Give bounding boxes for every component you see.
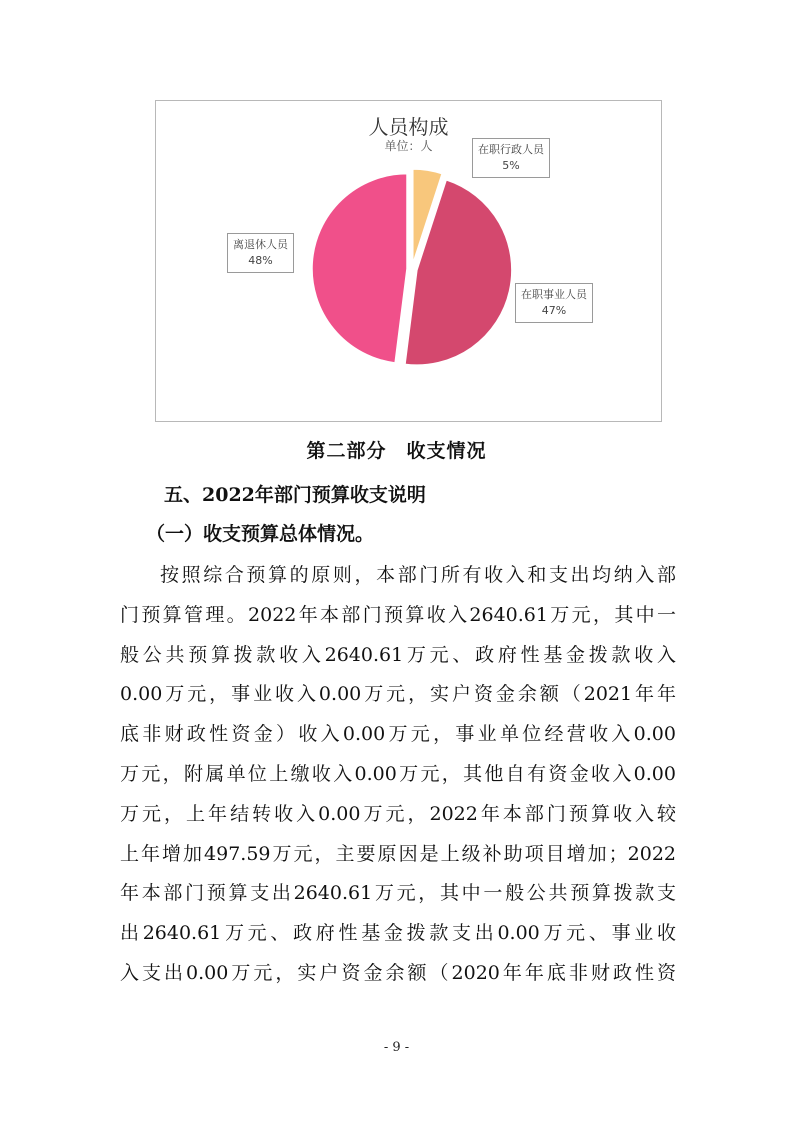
paragraph-line: 0.00万元，事业收入0.00万元，实户资金余额（2021年年 [120, 683, 676, 706]
callout-admin-staff [472, 138, 550, 178]
callout-retired-staff [227, 233, 294, 273]
callout-label: 在职行政人员 [478, 143, 544, 156]
callout-label: 在职事业人员 [521, 288, 587, 301]
paragraph-line: 入支出0.00万元，实户资金余额（2020年年底非财政性资 [120, 961, 676, 984]
paragraph-line: 按照综合预算的原则，本部门所有收入和支出均纳入部 [160, 564, 676, 586]
paragraph-line: 般公共预算拨款收入2640.61万元、政府性基金拨款收入 [120, 643, 676, 666]
page-number: - 9 - [383, 1040, 410, 1055]
paragraph-line: 万元，附属单位上缴收入0.00万元，其他自有资金收入0.00 [120, 762, 676, 785]
callout-percent: 47% [541, 304, 567, 317]
paragraph-line: 出2640.61万元、政府性基金拨款支出0.00万元、事业收 [120, 922, 676, 945]
callout-percent: 5% [502, 159, 520, 172]
paragraph-line: 年本部门预算支出2640.61万元，其中一般公共预算拨款支 [120, 882, 676, 905]
heading-level-2: （一）收支预算总体情况。 [146, 523, 375, 545]
paragraph-line: 上年增加497.59万元，主要原因是上级补助项目增加；2022 [120, 842, 676, 865]
callout-label: 离退休人员 [233, 238, 288, 251]
chart-title: 人员构成 [368, 115, 449, 139]
paragraph-line: 门预算管理。2022年本部门预算收入2640.61万元，其中一 [120, 603, 676, 626]
callout-institution-staff [515, 283, 593, 323]
pie-slice-retired-staff [312, 174, 407, 363]
paragraph-line: 底非财政性资金）收入0.00万元，事业单位经营收入0.00 [120, 723, 676, 746]
section-title: 第二部分 收支情况 [306, 440, 487, 462]
heading-level-1: 五、2022年部门预算收支说明 [164, 484, 426, 506]
callout-percent: 48% [248, 254, 273, 267]
pie-chart-container [155, 100, 662, 422]
chart-subtitle: 单位：人 [384, 139, 433, 153]
body-paragraph [120, 556, 676, 994]
paragraph-line: 万元，上年结转收入0.00万元，2022年本部门预算收入较 [120, 802, 676, 825]
